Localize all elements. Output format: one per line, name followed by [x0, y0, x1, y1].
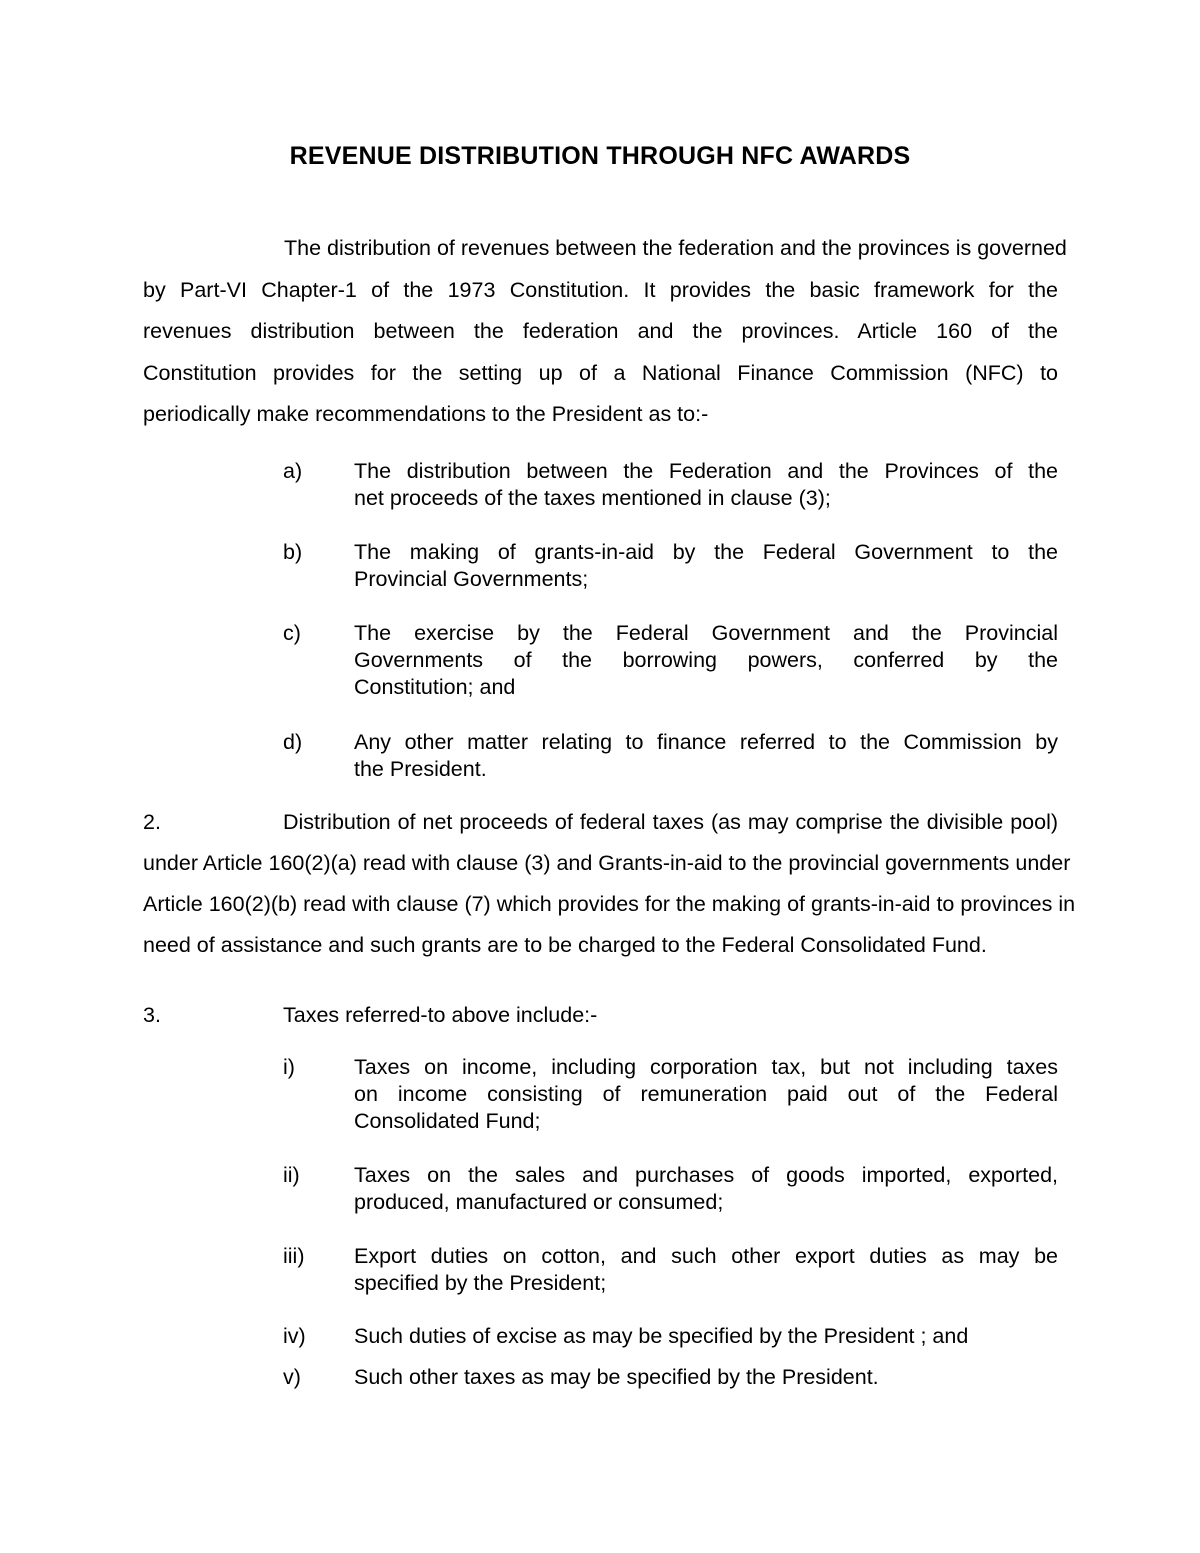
- list-line: Any other matter relating to finance referred to the Commission by: [354, 730, 1058, 754]
- paragraph-line: [143, 802, 1058, 843]
- list-line: on income consisting of remuneration paid out of the Federal: [354, 1082, 1058, 1106]
- list-line: Constitution; and: [354, 675, 516, 699]
- list-line: Taxes on income, including corporation tax, but not including taxes: [354, 1055, 1058, 1079]
- paragraph-text: Distribution of net proceeds of federal taxes (as may comprise the divisible pool): [283, 810, 1058, 834]
- list-line: Taxes on the sales and purchases of goods imported, exported,: [354, 1163, 1058, 1187]
- document-title: REVENUE DISTRIBUTION THROUGH NFC AWARDS: [289, 142, 911, 170]
- paragraph-3: [143, 1003, 597, 1028]
- list-marker: d): [283, 730, 303, 754]
- list-line: Consolidated Fund;: [354, 1109, 541, 1133]
- intro-line: periodically make recommendations to the President as to:-: [143, 402, 709, 426]
- list-line: Provincial Governments;: [354, 567, 589, 591]
- list-line: specified by the President;: [354, 1271, 607, 1295]
- list-marker: v): [283, 1365, 301, 1389]
- intro-line: The distribution of revenues between the federation and the provinces is governed: [284, 236, 1067, 260]
- list-line: Such duties of excise as may be specified by the President ; and: [354, 1324, 969, 1348]
- list-line: the President.: [354, 757, 487, 781]
- list-line: Such other taxes as may be specified by the President.: [354, 1365, 879, 1389]
- list-marker: iii): [283, 1244, 305, 1268]
- list-marker: a): [283, 459, 303, 483]
- intro-paragraph: [143, 228, 1067, 436]
- list-line: The exercise by the Federal Government and the Provincial: [354, 621, 1058, 645]
- paragraph-number: 3.: [143, 1003, 161, 1027]
- intro-line: revenues distribution between the federation and the provinces. Article 160 of the: [143, 319, 1058, 343]
- paragraph-2: [143, 802, 1076, 966]
- list-marker: iv): [283, 1324, 306, 1348]
- paragraph-text: Taxes referred-to above include:-: [283, 1003, 598, 1027]
- list-marker: b): [283, 540, 303, 564]
- paragraph-line: need of assistance and such grants are to be charged to the Federal Consolidated Fund.: [143, 933, 987, 957]
- paragraph-number: 2.: [143, 810, 161, 834]
- list-marker: ii): [283, 1163, 300, 1187]
- list-line: produced, manufactured or consumed;: [354, 1190, 724, 1214]
- list-line: The distribution between the Federation and the Provinces of the: [354, 459, 1058, 483]
- intro-line: Constitution provides for the setting up of a National Finance Commission (NFC) to: [143, 360, 1058, 385]
- intro-line: by Part-VI Chapter-1 of the 1973 Constitution. It provides the basic framework for the: [143, 277, 1058, 302]
- list-line: net proceeds of the taxes mentioned in clause (3);: [354, 486, 831, 510]
- list-line: Export duties on cotton, and such other export duties as may be: [354, 1244, 1058, 1268]
- list-line: Governments of the borrowing powers, conferred by the: [354, 648, 1058, 672]
- list-marker: c): [283, 621, 301, 645]
- list-line: The making of grants-in-aid by the Federal Government to the: [354, 540, 1058, 564]
- paragraph-line: Article 160(2)(b) read with clause (7) which provides for the making of grants-in-aid to provinces in: [143, 892, 1076, 916]
- paragraph-line: under Article 160(2)(a) read with clause (3) and Grants-in-aid to the provincial governments under: [143, 851, 1071, 875]
- list-marker: i): [283, 1055, 295, 1079]
